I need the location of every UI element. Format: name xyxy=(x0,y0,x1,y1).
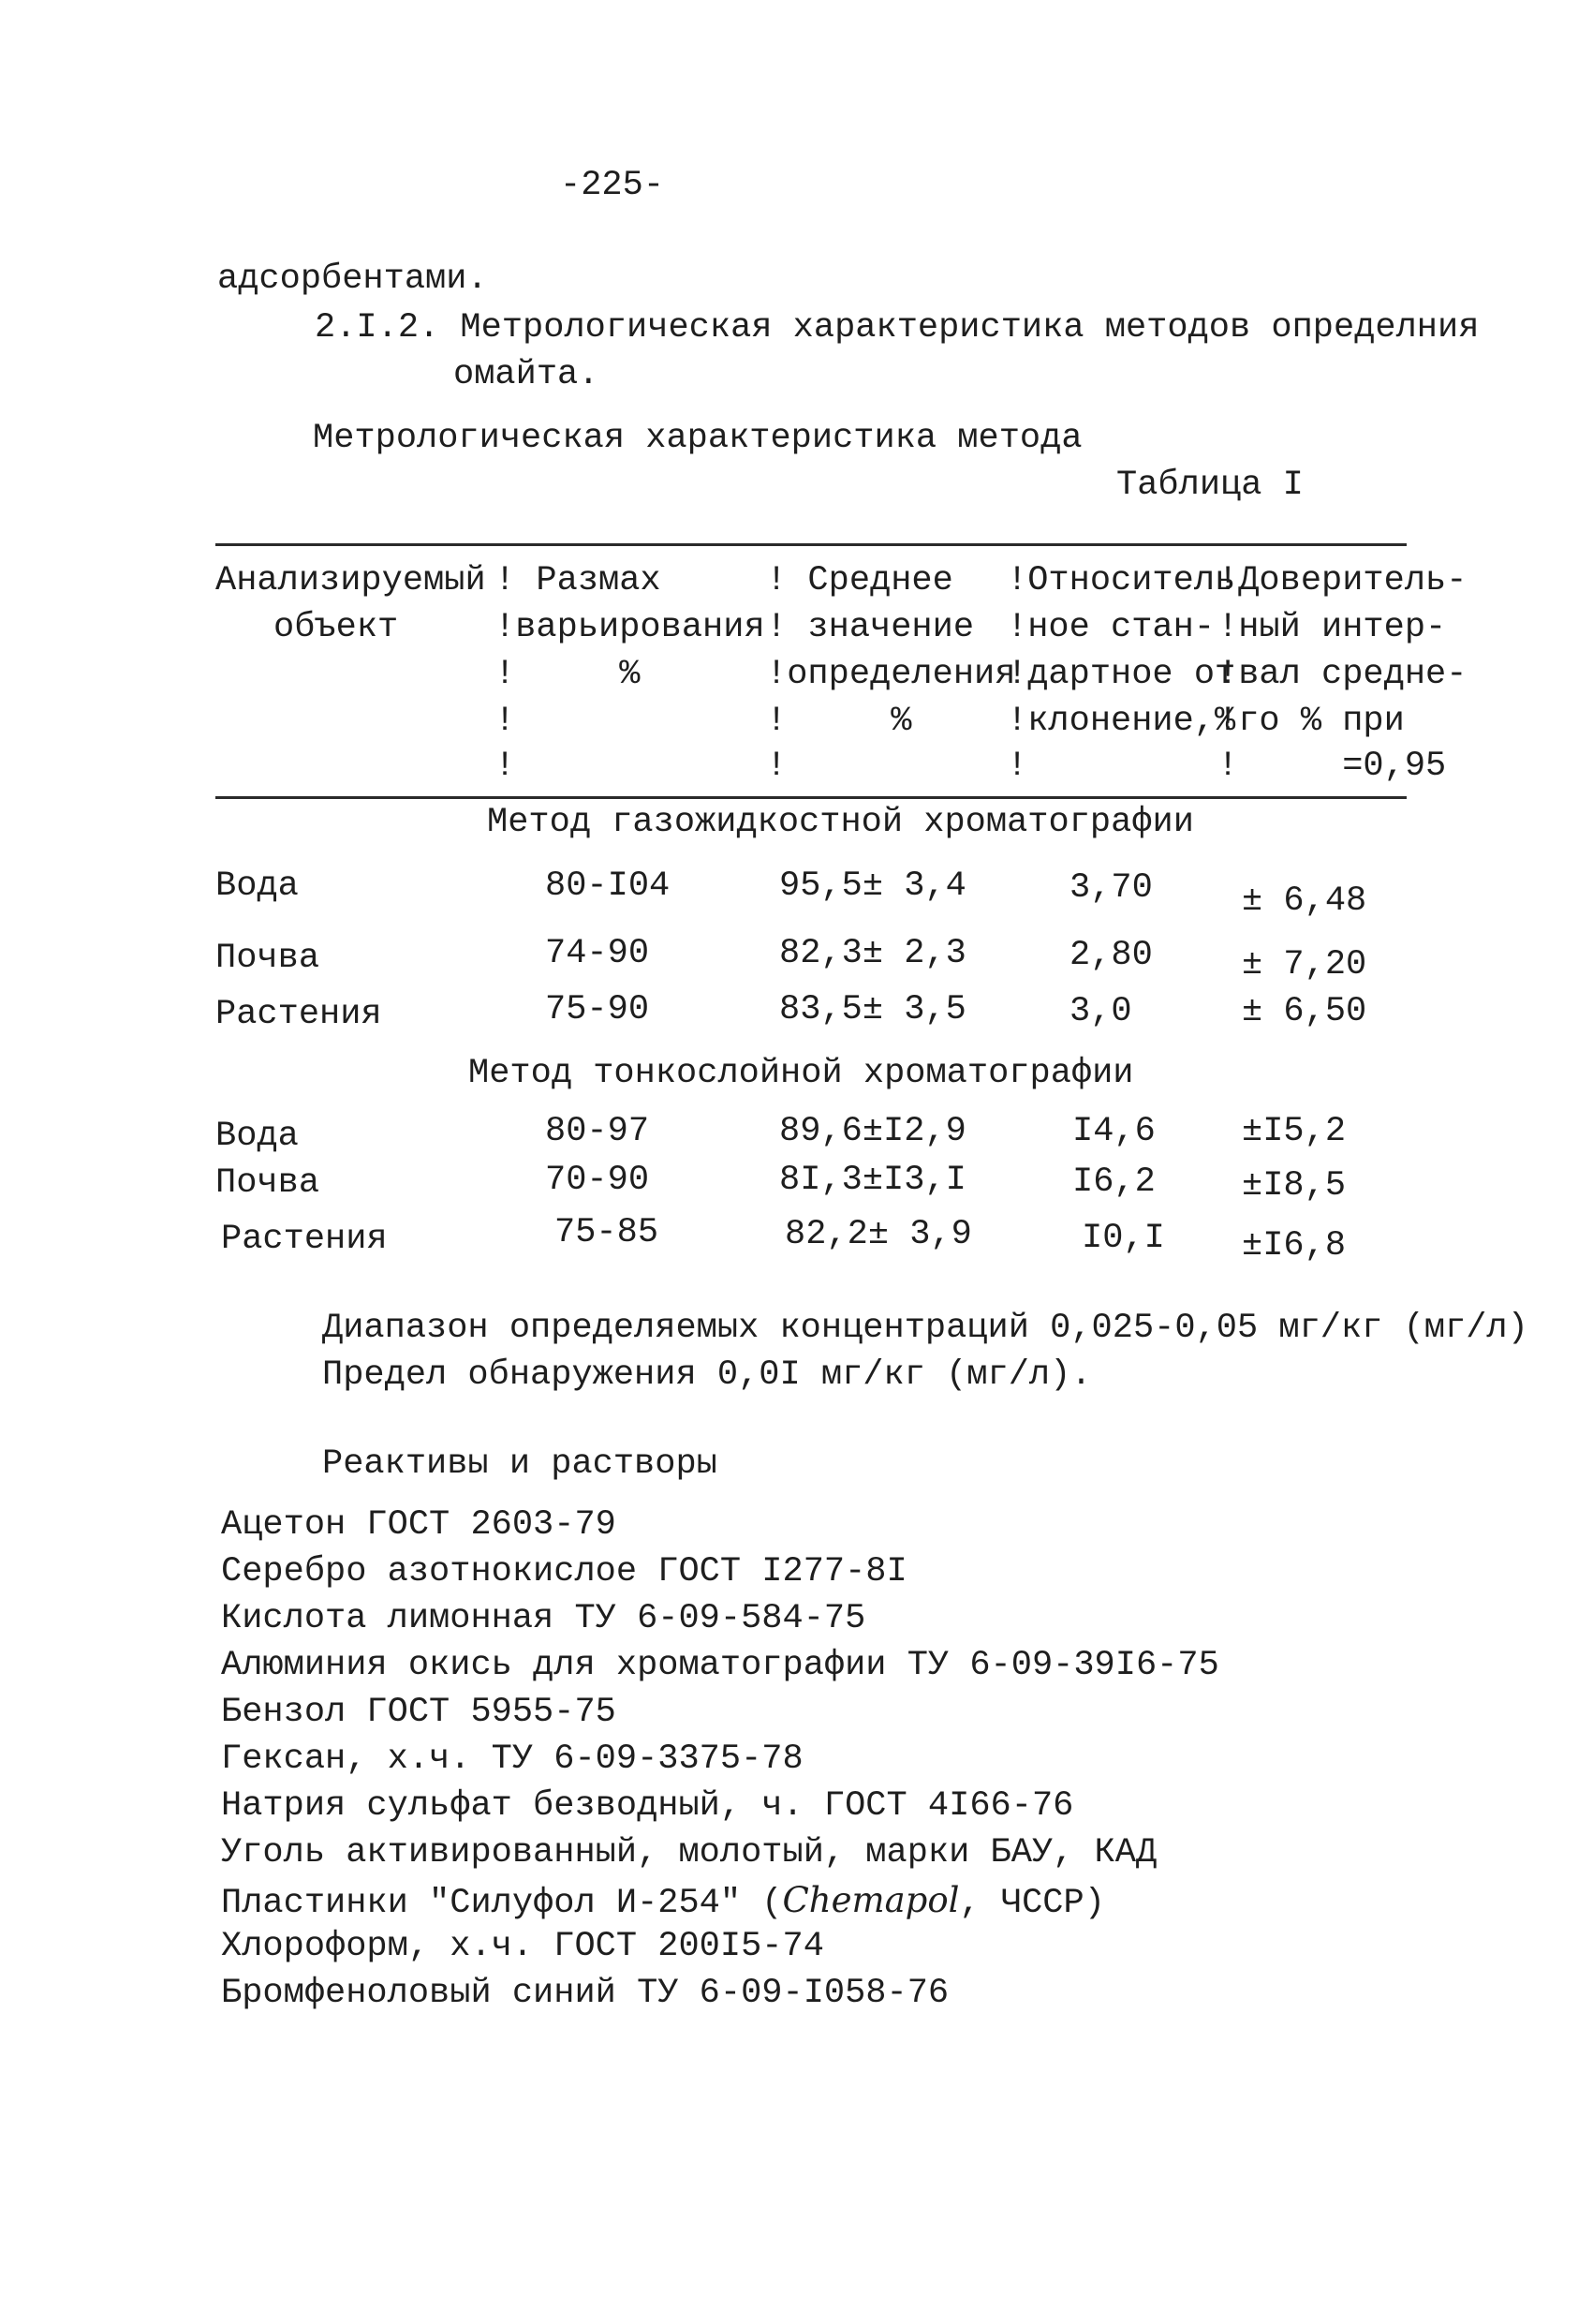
mean-cell: 8I,3±I3,I xyxy=(779,1161,966,1200)
table-caption: Метрологическая характеристика метода xyxy=(313,419,1083,458)
rsd-cell: I4,6 xyxy=(1072,1112,1156,1151)
rsd-cell: 2,80 xyxy=(1069,936,1153,975)
handwritten-annotation: Chemapol xyxy=(782,1880,960,1920)
range-cell: 75-90 xyxy=(545,990,650,1029)
mean-cell: 95,5± 3,4 xyxy=(779,866,966,906)
rsd-cell: 3,70 xyxy=(1069,868,1153,908)
header-cell: Анализируемый xyxy=(215,561,486,600)
plates-text: Пластинки "Силуфол И-254" ( xyxy=(221,1884,783,1923)
rsd-cell: 3,0 xyxy=(1069,992,1132,1031)
object-cell: Вода xyxy=(215,1117,299,1156)
header-cell: !дартное от xyxy=(1007,655,1236,694)
section-heading-line2: омайта. xyxy=(453,355,599,394)
table-label: Таблица I xyxy=(1116,466,1304,505)
list-item: Натрия сульфат безводный, ч. ГОСТ 4I66-76 xyxy=(221,1786,1074,1826)
range-cell: 74-90 xyxy=(545,934,650,973)
header-cell: ! Среднее xyxy=(766,561,953,600)
intro-text: адсорбентами. xyxy=(217,259,488,299)
ci-cell: ±I6,8 xyxy=(1242,1226,1347,1266)
ci-cell: ±I8,5 xyxy=(1242,1166,1347,1206)
header-cell: !клонение,% xyxy=(1007,702,1236,741)
header-cell: !ный интер- xyxy=(1217,608,1447,647)
header-cell: !вал средне- xyxy=(1217,655,1468,694)
range-cell: 80-I04 xyxy=(545,866,671,906)
list-item: Серебро азотнокислое ГОСТ I277-8I xyxy=(221,1552,907,1591)
list-item: Уголь активированный, молотый, марки БАУ, КАД xyxy=(221,1833,1158,1873)
reagents-heading: Реактивы и растворы xyxy=(322,1444,717,1484)
header-cell: ! значение xyxy=(766,608,975,647)
header-cell: ! Размах xyxy=(494,561,661,600)
header-cell: ! % xyxy=(494,655,641,694)
header-cell: ! xyxy=(494,702,516,741)
mean-cell: 83,5± 3,5 xyxy=(779,990,966,1029)
list-item: Алюминия окись для хроматографии ТУ 6-09-39I6-75 xyxy=(221,1646,1219,1685)
table-top-rule xyxy=(215,543,1407,546)
ci-cell: ± 6,50 xyxy=(1242,992,1367,1031)
object-cell: Почва xyxy=(215,939,320,978)
header-cell: ! =0,95 xyxy=(1217,747,1447,786)
header-cell: ! xyxy=(494,747,516,786)
table-header-rule xyxy=(215,796,1407,799)
header-cell: ! xyxy=(1007,747,1028,786)
plates-tail: , ЧССР) xyxy=(959,1884,1105,1923)
detection-limit-note: Предел обнаружения 0,0I мг/кг (мг/л). xyxy=(322,1355,1092,1395)
header-cell: !Доверитель- xyxy=(1217,561,1468,600)
list-item: Бензол ГОСТ 5955-75 xyxy=(221,1693,616,1732)
list-item: Хлороформ, х.ч. ГОСТ 200I5-74 xyxy=(221,1927,824,1966)
object-cell: Растения xyxy=(215,995,382,1034)
header-cell: !Относитель xyxy=(1007,561,1236,600)
list-item: Гексан, х.ч. ТУ 6-09-3375-78 xyxy=(221,1739,804,1779)
header-cell: ! % xyxy=(766,702,912,741)
mean-cell: 82,2± 3,9 xyxy=(785,1215,972,1254)
mean-cell: 89,6±I2,9 xyxy=(779,1112,966,1151)
rsd-cell: I6,2 xyxy=(1072,1162,1156,1202)
rsd-cell: I0,I xyxy=(1082,1219,1165,1258)
header-cell: объект xyxy=(273,608,399,647)
list-item: Бромфеноловый синий ТУ 6-09-I058-76 xyxy=(221,1974,950,2013)
object-cell: Вода xyxy=(215,866,299,906)
header-cell: ! xyxy=(766,747,788,786)
list-item xyxy=(221,1880,1105,1923)
method-heading: Метод тонкослойной хроматографии xyxy=(468,1054,1134,1093)
page-number: -225- xyxy=(560,166,665,205)
range-cell: 80-97 xyxy=(545,1112,650,1151)
ci-cell: ± 6,48 xyxy=(1242,881,1367,921)
ci-cell: ±I5,2 xyxy=(1242,1112,1347,1151)
header-cell: !го % при xyxy=(1217,702,1405,741)
header-cell: !варьирования xyxy=(494,608,765,647)
range-cell: 70-90 xyxy=(545,1161,650,1200)
list-item: Ацетон ГОСТ 2603-79 xyxy=(221,1505,616,1545)
list-item: Кислота лимонная ТУ 6-09-584-75 xyxy=(221,1599,866,1638)
header-cell: !определения xyxy=(766,655,1016,694)
object-cell: Почва xyxy=(215,1163,320,1203)
method-heading: Метод газожидкостной хроматографии xyxy=(487,803,1194,842)
range-cell: 75-85 xyxy=(554,1213,659,1252)
object-cell: Растения xyxy=(221,1220,388,1259)
header-cell: !ное стан- xyxy=(1007,608,1216,647)
concentration-range-note: Диапазон определяемых концентраций 0,025-0,05 мг/кг (мг/л) xyxy=(322,1309,1528,1348)
ci-cell: ± 7,20 xyxy=(1242,945,1367,984)
mean-cell: 82,3± 2,3 xyxy=(779,934,966,973)
section-heading-line1: 2.I.2. Метрологическая характеристика методов определния xyxy=(315,308,1480,348)
